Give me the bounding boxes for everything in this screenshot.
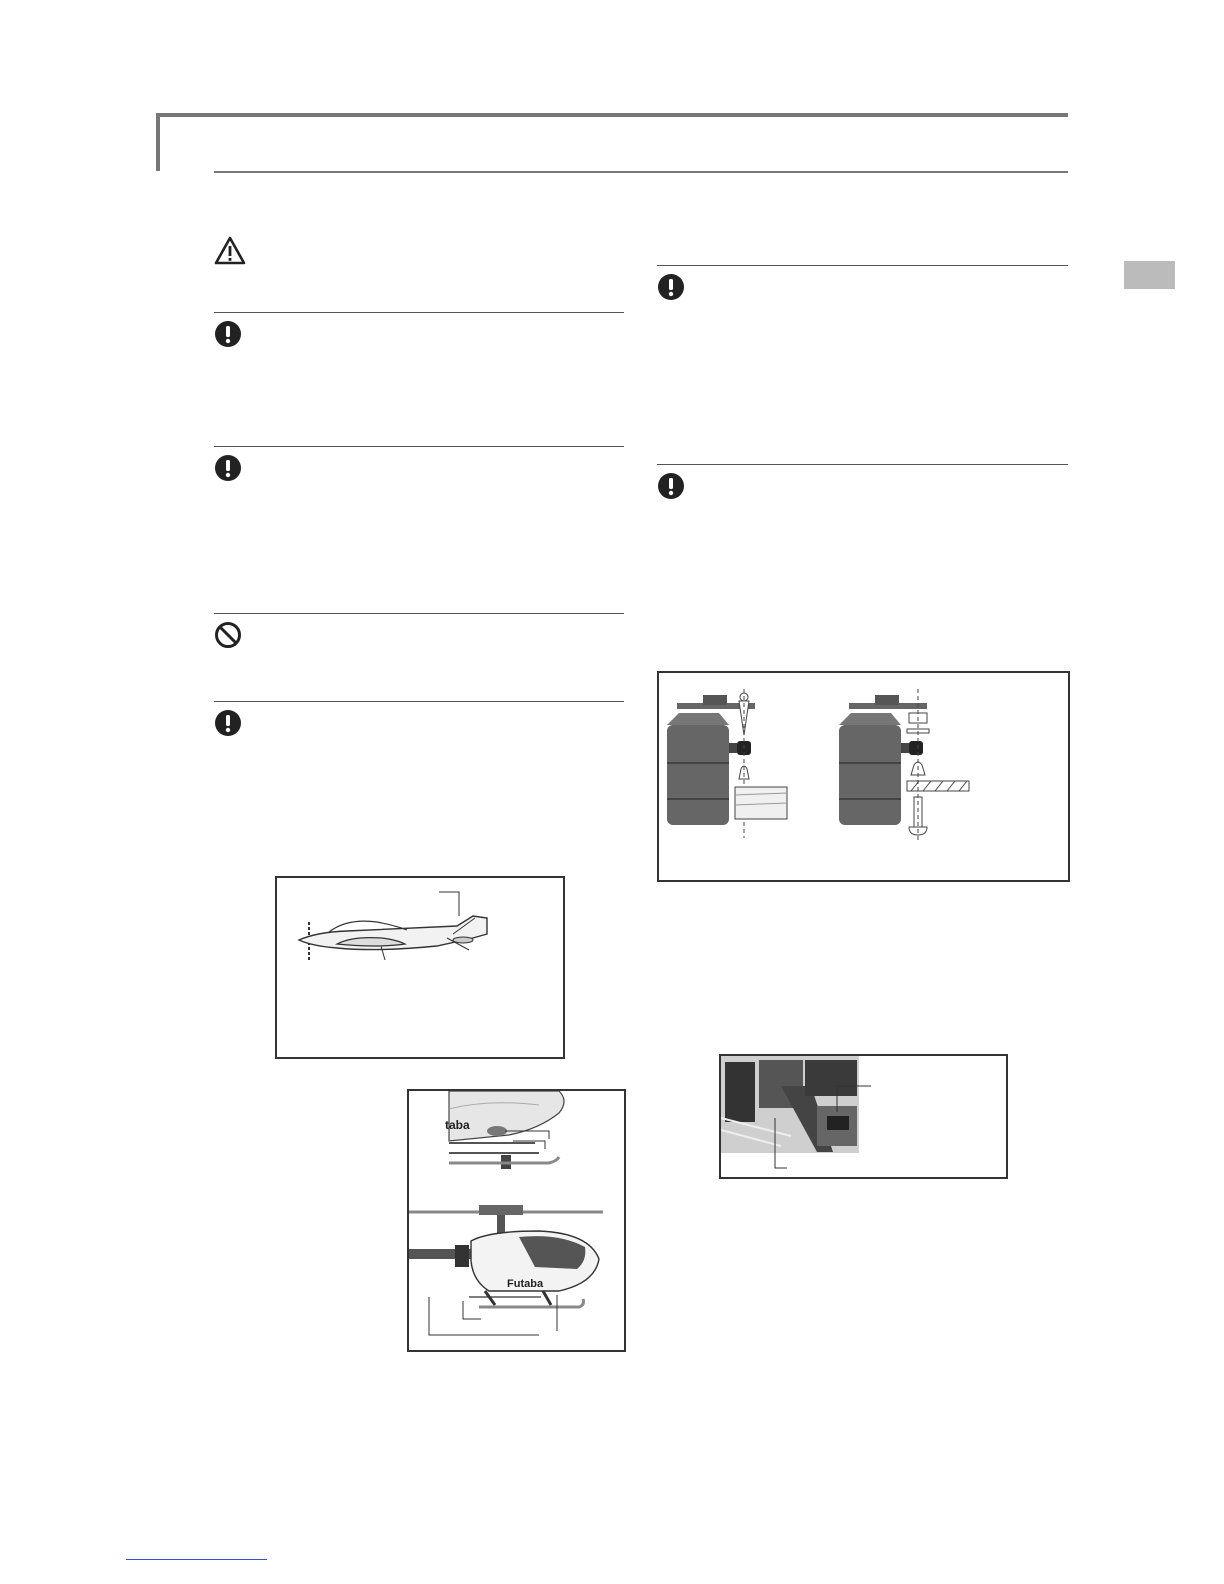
right-divider-2	[657, 464, 1068, 465]
right-divider-1	[657, 265, 1068, 266]
mandatory-exclamation-icon	[214, 454, 242, 482]
canopy-closeup	[449, 1091, 564, 1141]
brand-label: Futaba	[507, 1278, 544, 1290]
airplane-diagram	[275, 876, 565, 1059]
footer-link-underline	[126, 1559, 267, 1560]
side-tab	[1124, 261, 1175, 289]
servo-left	[667, 689, 787, 838]
warning-triangle-icon	[214, 236, 246, 266]
mandatory-exclamation-icon	[214, 320, 242, 348]
left-divider-1	[214, 312, 624, 313]
left-divider-3	[214, 613, 624, 614]
servo-right	[839, 689, 969, 843]
brand-label-cropped: taba	[445, 1118, 470, 1132]
left-divider-2	[214, 446, 624, 447]
servo-mounting-diagram	[657, 671, 1070, 882]
header-top-bar	[156, 113, 1068, 117]
header-left-bar	[156, 113, 160, 171]
helicopter-diagram	[407, 1089, 626, 1352]
mandatory-exclamation-icon	[657, 273, 685, 301]
header-underline	[214, 171, 1068, 173]
prohibited-circle-icon	[214, 621, 242, 649]
servo-installation-photo	[719, 1054, 1008, 1179]
left-divider-4	[214, 701, 624, 702]
mandatory-exclamation-icon	[657, 472, 685, 500]
mandatory-exclamation-icon	[214, 709, 242, 737]
